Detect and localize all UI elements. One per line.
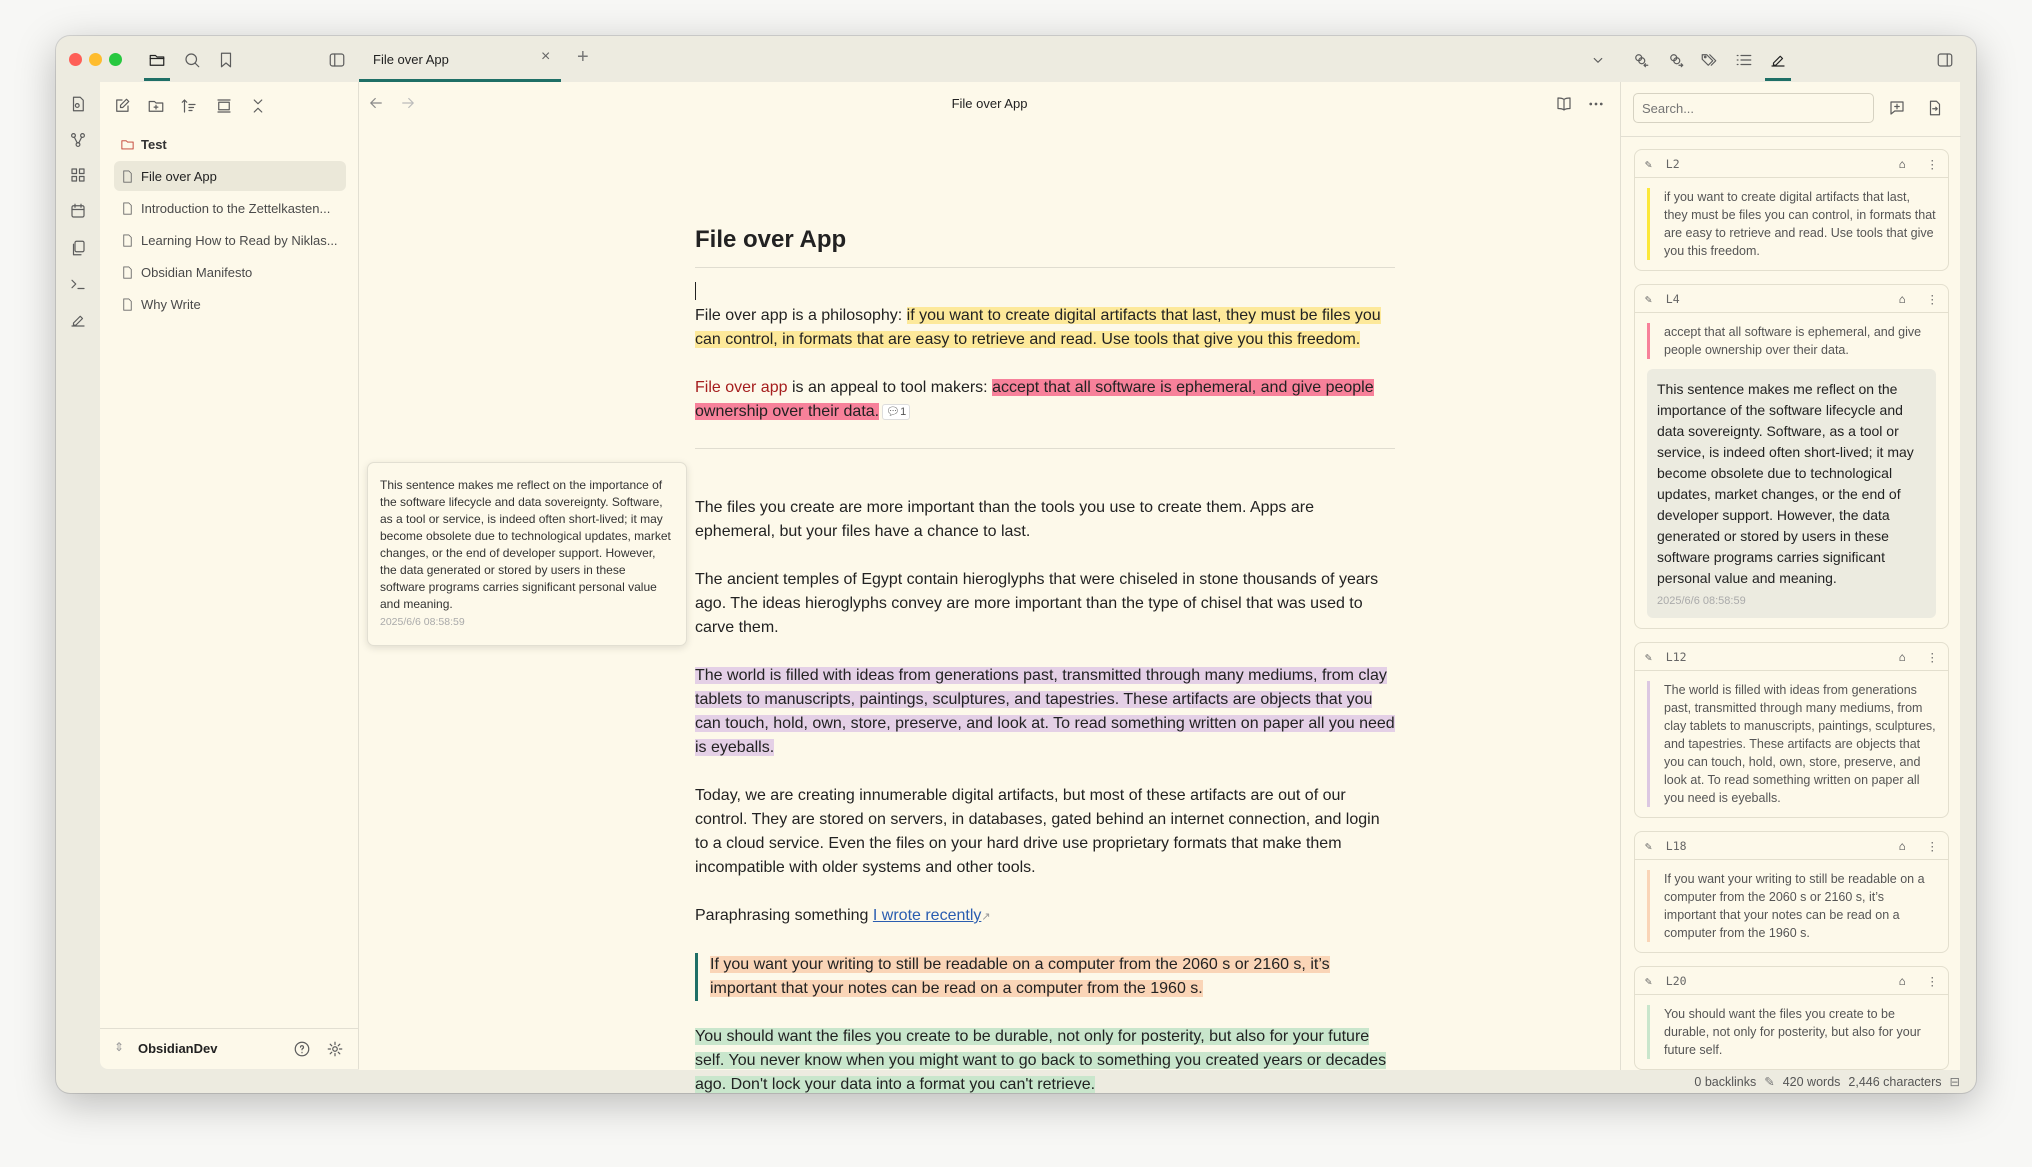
outgoing-links-icon[interactable]	[1664, 48, 1688, 72]
new-tab-icon[interactable]: +	[577, 46, 589, 68]
highlighter-icon: ✎	[1645, 838, 1652, 853]
reading-mode-icon[interactable]	[1553, 93, 1575, 115]
highlight-text: If you want your writing to still be readable on a computer from the 2060 s or 2160 s, it’s important that your notes can be read on a computer from the 1960 s.	[1647, 870, 1936, 942]
blockquote	[695, 953, 1395, 1001]
comment-badge[interactable]	[882, 404, 910, 420]
line-number: L2	[1665, 156, 1680, 171]
canvas-icon[interactable]	[66, 163, 90, 187]
export-icon[interactable]	[1923, 96, 1947, 120]
highlight-purple[interactable]: The world is filled with ideas from generations past, transmitted through many mediums, from clay tablets to manuscripts, paintings, sculptures, and tapestries. These artifacts are objects that you can touch, hold, own, store, preserve, and look at. To read something written on paper all you need is eyeballs.	[695, 667, 1395, 756]
highlights-panel	[1620, 82, 1960, 1070]
add-comment-icon[interactable]	[1885, 96, 1909, 120]
edit-mode-pencil-icon[interactable]: ✎	[1764, 1075, 1775, 1089]
file-item[interactable]	[114, 161, 346, 191]
file-label: Learning How to Read by Niklas...	[141, 232, 338, 248]
section-divider	[695, 448, 1395, 449]
files-view-active-indicator	[144, 78, 170, 81]
collapse-all-icon[interactable]	[246, 94, 270, 118]
file-item[interactable]	[114, 225, 346, 255]
highlights-icon[interactable]	[1766, 48, 1790, 72]
paragraph	[695, 376, 1395, 424]
ai-robot-icon[interactable]: ⌂	[1898, 973, 1906, 988]
highlight-card[interactable]	[1634, 831, 1949, 953]
outline-icon[interactable]	[1732, 48, 1756, 72]
highlight-card-list	[1634, 149, 1949, 1070]
backlinks-count[interactable]: 0 backlinks	[1694, 1074, 1757, 1089]
paragraph	[695, 1025, 1395, 1097]
graph-view-icon[interactable]	[66, 128, 90, 152]
paragraph	[695, 904, 1395, 929]
highlight-text: if you want to create digital artifacts that last, they must be files you can control, in formats that are easy to retrieve and read. Use tools that give you this freedom.	[1647, 188, 1936, 260]
help-icon[interactable]	[291, 1038, 313, 1060]
highlighter-ribbon-icon[interactable]	[66, 308, 90, 332]
card-menu-icon[interactable]: ⋮	[1926, 649, 1938, 664]
file-item[interactable]	[114, 257, 346, 287]
text: File over app is a philosophy:	[695, 307, 907, 324]
ai-robot-icon[interactable]: ⌂	[1898, 156, 1906, 171]
calendar-icon[interactable]	[66, 199, 90, 223]
highlighter-icon: ✎	[1645, 973, 1652, 988]
sync-status-icon[interactable]: ⊟	[1949, 1075, 1960, 1089]
paragraph: The ancient temples of Egypt contain hieroglyphs that were chiseled in stone thousands of years ago. The ideas hieroglyphs convey are more important than the type of chisel that was used to carve them.	[695, 571, 1379, 636]
panel-divider	[1621, 136, 1961, 137]
vault-name[interactable]: ObsidianDev	[138, 1041, 218, 1056]
new-note-icon[interactable]	[110, 94, 134, 118]
auto-reveal-icon[interactable]	[212, 94, 236, 118]
text: Paraphrasing something	[695, 907, 873, 924]
ai-robot-icon[interactable]: ⌂	[1898, 291, 1906, 306]
folder-label: Test	[141, 136, 167, 152]
highlights-active-indicator	[1765, 78, 1791, 81]
file-item[interactable]	[114, 289, 346, 319]
highlight-green[interactable]: You should want the files you create to be durable, not only for posterity, but also for your future self. You never know when you might want to go back to something you created years or decades ago. Don't lock your data into a format you can't retrieve.	[695, 1028, 1387, 1093]
app-window	[56, 36, 1976, 1093]
file-icon	[120, 265, 135, 280]
tags-icon[interactable]	[1697, 48, 1721, 72]
ai-robot-icon[interactable]: ⌂	[1898, 649, 1906, 664]
bookmark-icon[interactable]	[213, 48, 239, 72]
line-number: L12	[1665, 649, 1687, 664]
maximize-window-button[interactable]	[109, 53, 122, 66]
view-header-title[interactable]: File over App	[951, 96, 1028, 111]
line-number: L4	[1665, 291, 1680, 306]
minimize-window-button[interactable]	[89, 53, 102, 66]
comment-count: 1	[900, 405, 907, 418]
file-icon	[120, 297, 135, 312]
title-divider	[695, 267, 1395, 268]
highlight-yellow[interactable]: if you want to create digital artifacts that last, they must be files you can control, in formats that are easy to retrieve and read. Use tools that give you this freedom.	[695, 307, 1381, 348]
highlight-card[interactable]	[1634, 284, 1949, 629]
highlighter-icon: ✎	[1645, 649, 1652, 664]
highlight-card[interactable]	[1634, 149, 1949, 271]
tooltip-text: This sentence makes me reflect on the importance of the software lifecycle and data sovereignty. Software, as a tool or service, is indeed often short-lived; it may become obsolete due to technological updates, market changes, or the end of developer support. However, the data generated or stored by users in these software programs carries significant personal value and meaning.	[380, 478, 671, 611]
folder-icon	[120, 137, 135, 152]
text: is an appeal to tool makers:	[787, 379, 993, 396]
comment-tooltip	[367, 462, 687, 646]
comment-text: This sentence makes me reflect on the importance of the software lifecycle and data sovereignty. Software, as a tool or service, is indeed often short-lived; it may become obsolete due to technological updates, market changes, or the end of developer support. However, the data generated or stored by users in these software programs carries significant personal value and meaning.	[1657, 381, 1914, 586]
file-label: Introduction to the Zettelkasten...	[141, 200, 331, 216]
card-menu-icon[interactable]: ⋮	[1926, 838, 1938, 853]
ai-robot-icon[interactable]: ⌂	[1898, 838, 1906, 853]
word-count: 420 words	[1782, 1074, 1841, 1089]
highlight-card[interactable]	[1634, 642, 1949, 818]
paragraph: Today, we are creating innumerable digital artifacts, but most of these artifacts are out of our control. They are stored on servers, in databases, gated behind an internet connection, and login to a cloud service. Even the files on your hard drive use proprietary formats that make them incompatible with older systems and other tools.	[695, 787, 1380, 876]
sort-icon[interactable]	[177, 94, 201, 118]
new-folder-icon[interactable]	[144, 94, 168, 118]
text-cursor	[695, 282, 696, 300]
chevron-down-icon[interactable]	[1586, 48, 1610, 72]
tab-file-over-app[interactable]	[359, 36, 561, 82]
file-explorer	[100, 82, 359, 1069]
line-number: L20	[1665, 973, 1687, 988]
vault-switcher-icon[interactable]: ⇕	[114, 1040, 125, 1054]
highlighter-icon: ✎	[1645, 291, 1652, 306]
toggle-right-sidebar-icon[interactable]	[1932, 48, 1958, 72]
file-icon	[120, 233, 135, 248]
highlight-text: The world is filled with ideas from generations past, transmitted through many mediums, from clay tablets to manuscripts, paintings, sculptures, and tapestries. These artifacts are objects that you can touch, hold, own, store, preserve, and look at. To read something written on paper all you need is eyeballs.	[1647, 681, 1936, 807]
highlight-text: You should want the files you create to be durable, not only for posterity, but also for your future self.	[1647, 1005, 1936, 1059]
card-menu-icon[interactable]: ⋮	[1926, 156, 1938, 171]
tooltip-timestamp: 2025/6/6 08:58:59	[380, 616, 465, 628]
more-options-icon[interactable]	[1585, 93, 1607, 115]
character-count: 2,446 characters	[1848, 1074, 1942, 1089]
close-tab-icon[interactable]: ×	[541, 48, 551, 65]
external-link[interactable]: I wrote recently	[872, 907, 982, 924]
file-icon	[120, 169, 135, 184]
status-bar	[1684, 1070, 1960, 1093]
line-number: L18	[1665, 838, 1687, 853]
editor-pane	[359, 82, 1620, 1093]
terminal-icon[interactable]	[66, 272, 90, 296]
highlighter-icon: ✎	[1645, 156, 1652, 171]
comment-timestamp: 2025/6/6 08:58:59	[1657, 595, 1746, 607]
note-title: File over App	[695, 226, 847, 253]
files-view-icon[interactable]	[144, 48, 170, 72]
quick-switcher-icon[interactable]	[66, 92, 90, 116]
highlight-orange[interactable]: If you want your writing to still be readable on a computer from the 2060 s or 2160 s, it’s important that your notes can be read on a computer from the 1960 s.	[710, 956, 1330, 997]
close-window-button[interactable]	[69, 53, 82, 66]
file-item[interactable]	[114, 193, 346, 223]
tab-label: File over App	[373, 52, 449, 67]
settings-gear-icon[interactable]	[324, 1038, 346, 1060]
highlight-pink[interactable]: accept that all software is ephemeral, and give people ownership over their data.	[695, 379, 1374, 420]
file-label: Obsidian Manifesto	[141, 264, 253, 280]
paragraph: The files you create are more important than the tools you use to create them. Apps are ephemeral, but your files have a chance to last.	[695, 499, 1314, 540]
templates-icon[interactable]	[66, 236, 90, 260]
card-menu-icon[interactable]: ⋮	[1926, 291, 1938, 306]
vault-footer	[100, 1028, 358, 1069]
highlight-card[interactable]	[1634, 966, 1949, 1070]
file-label: File over App	[141, 168, 217, 184]
comment-block[interactable]	[1647, 369, 1936, 618]
colored-text: File over app	[695, 379, 788, 396]
highlight-text: accept that all software is ephemeral, and give people ownership over their data.	[1647, 323, 1936, 359]
search-icon[interactable]	[179, 48, 205, 72]
folder-test[interactable]	[114, 129, 346, 159]
file-icon	[120, 201, 135, 216]
backlinks-icon[interactable]	[1629, 48, 1653, 72]
paragraph	[695, 304, 1395, 352]
card-menu-icon[interactable]: ⋮	[1926, 973, 1938, 988]
paragraph	[695, 664, 1395, 760]
comment-icon: 💬︎	[886, 405, 901, 418]
external-link-icon: ↗	[981, 911, 991, 923]
highlight-search-input[interactable]	[1633, 93, 1874, 123]
toggle-left-sidebar-icon[interactable]	[324, 48, 350, 72]
file-label: Why Write	[141, 296, 201, 312]
